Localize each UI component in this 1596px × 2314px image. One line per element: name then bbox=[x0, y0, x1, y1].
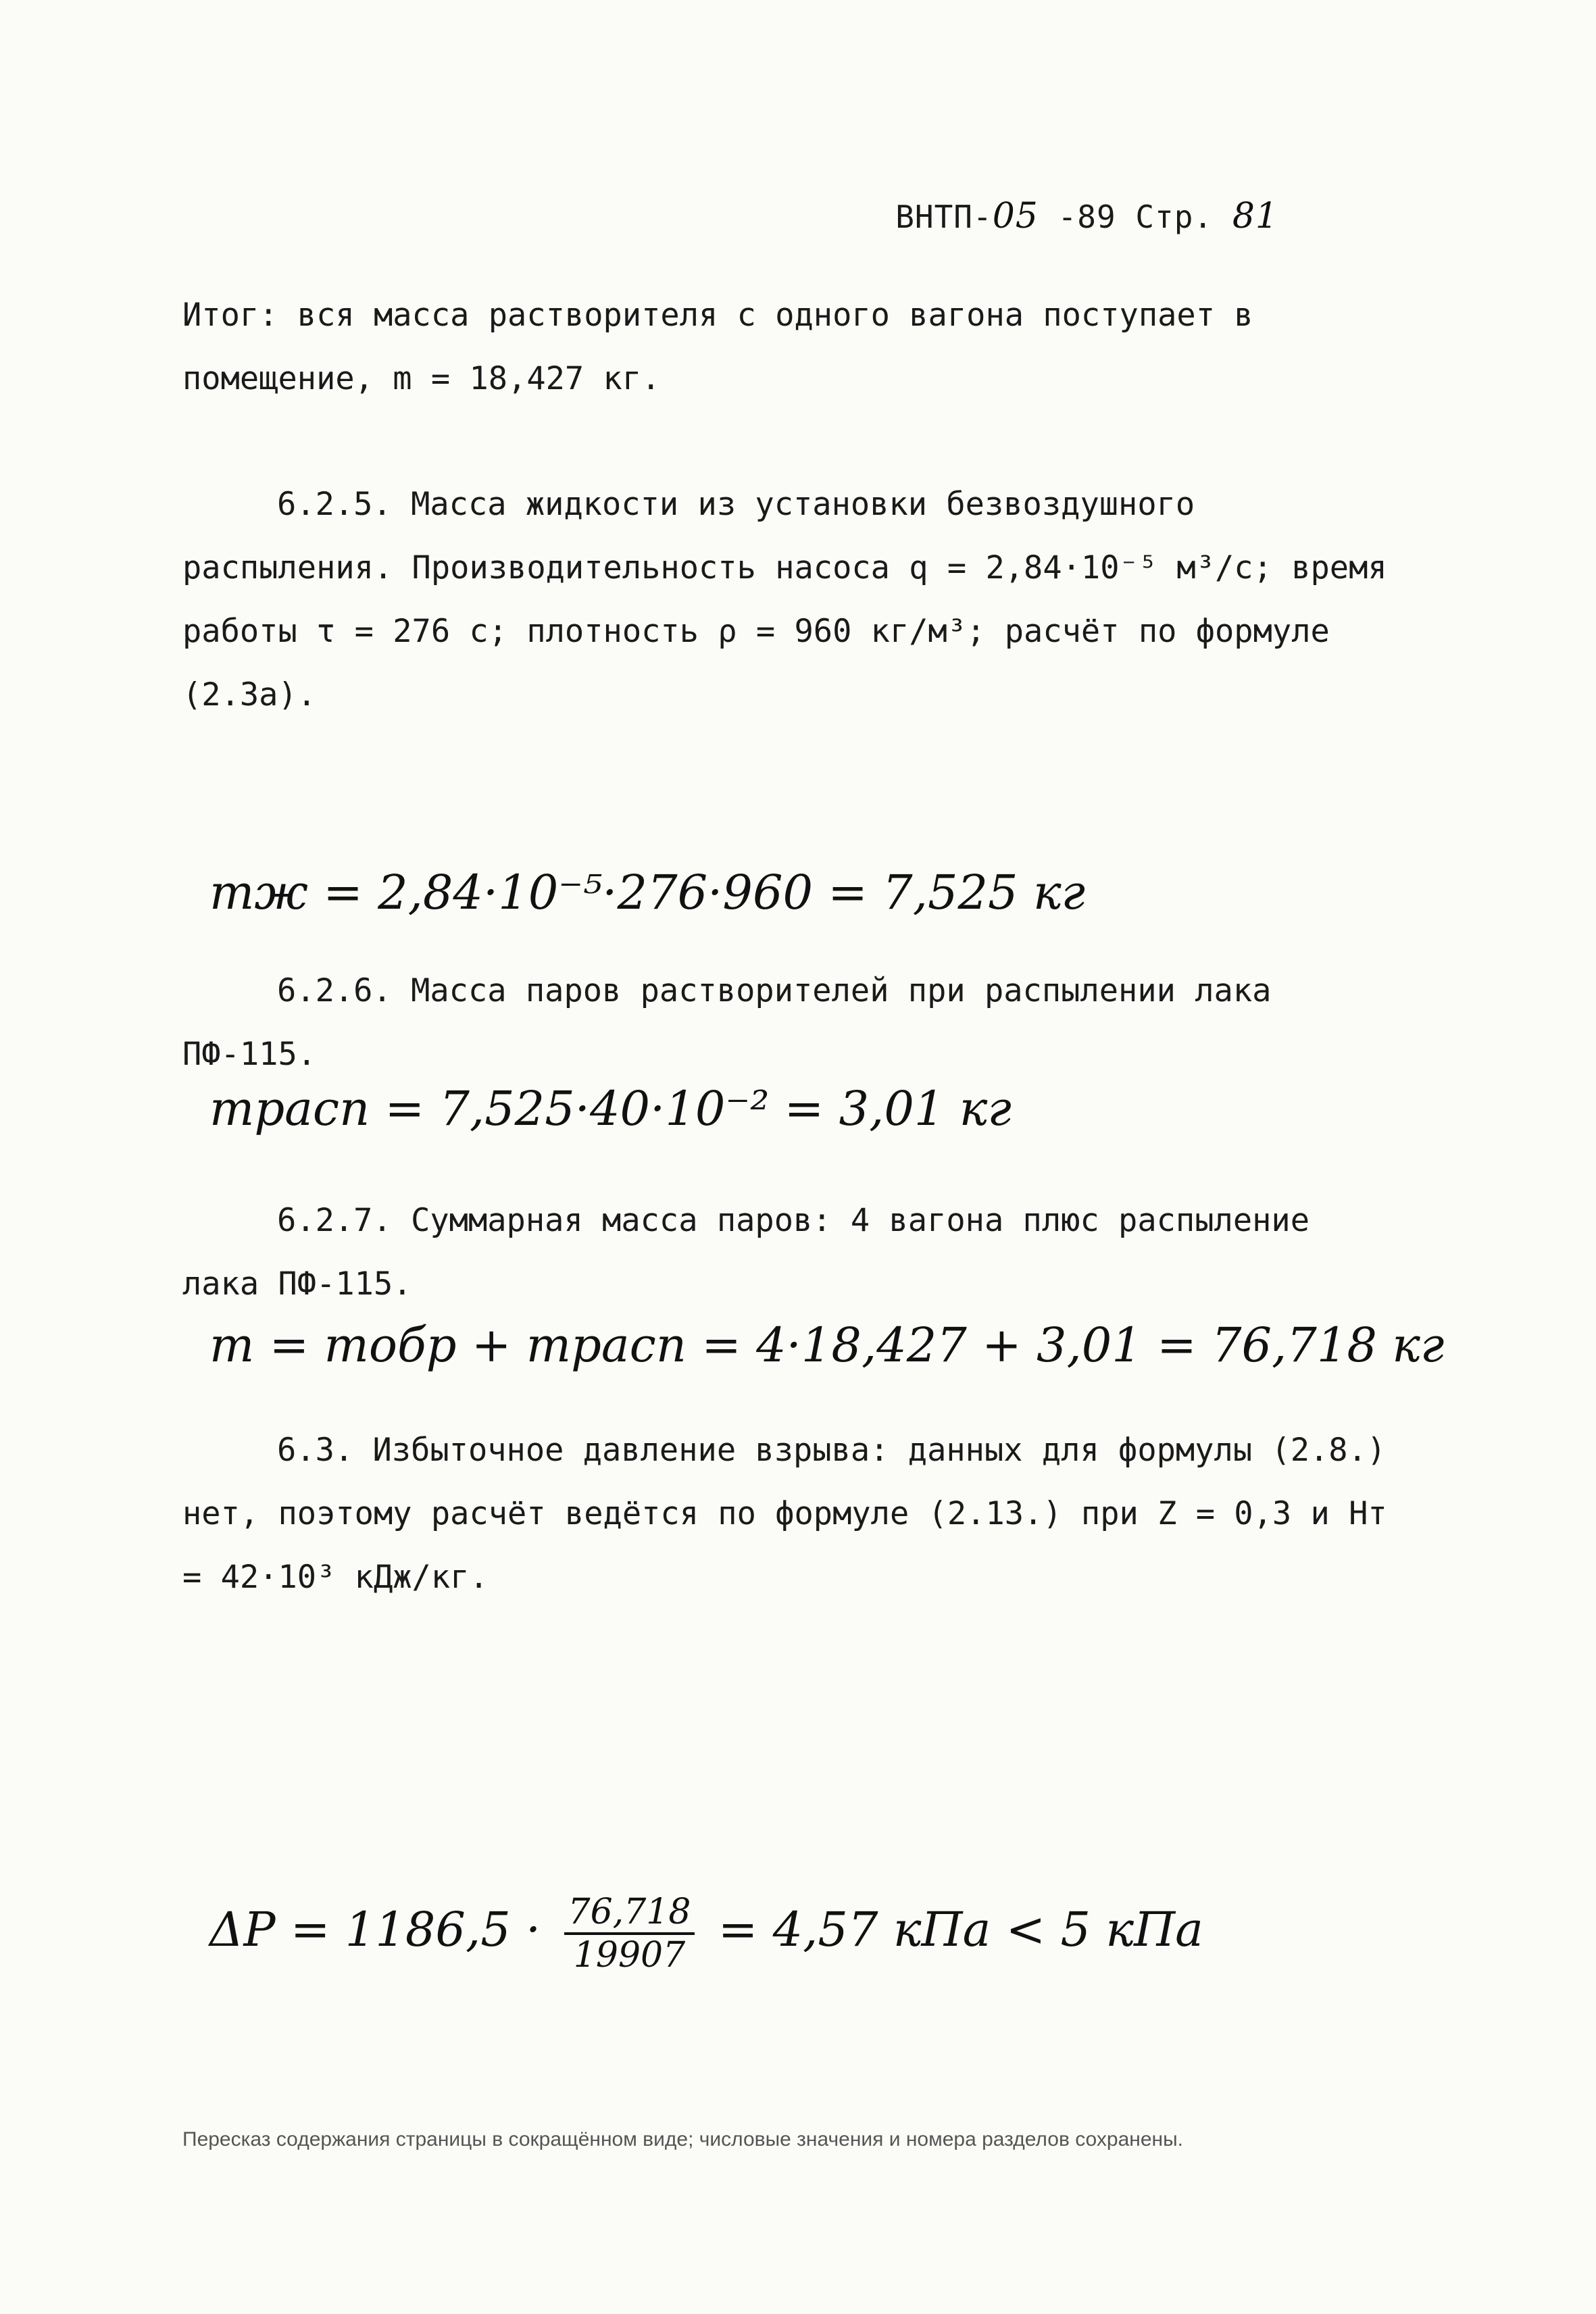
fraction-numerator: 76,718 bbox=[564, 1892, 695, 1935]
doc-number: 05 bbox=[992, 196, 1039, 236]
fraction-denominator: 19907 bbox=[573, 1935, 686, 1976]
section-6-2-7: 6.2.7. Суммарная масса паров: 4 вагона плюс распыление лака ПФ-115. bbox=[182, 1202, 1310, 1303]
page-header bbox=[895, 196, 1278, 236]
formula-total-mass: m = mобр + mрасп = 4·18,427 + 3,01 = 76,718 кг bbox=[209, 1317, 1445, 1373]
pressure-prefix: ΔP = 1186,5 · bbox=[209, 1902, 541, 1957]
pressure-fraction bbox=[564, 1892, 695, 1976]
section-6-2-5: 6.2.5. Масса жидкости из установки безвоздушного распыления. Производительность насоса q = 2,84·10⁻⁵ м³/с; время работы τ = 276 с; плотность ρ = 960 кг/м³; расчёт по формуле (2.3а). bbox=[182, 486, 1387, 713]
doc-year-page-label: -89 Стр. bbox=[1057, 199, 1214, 235]
pressure-result: = 4,57 кПа < 5 кПа bbox=[718, 1902, 1203, 1957]
section-6-2-6: 6.2.6. Масса паров растворителей при распылении лака ПФ-115. bbox=[182, 972, 1272, 1073]
formula-pressure bbox=[209, 1892, 1203, 1976]
paragraph-result: Итог: вся масса растворителя с одного вагона поступает в помещение, m = 18,427 кг. bbox=[182, 297, 1253, 397]
summary-note: Пересказ содержания страницы в сокращённом виде; числовые значения и номера разделов сохранены. bbox=[182, 2128, 1183, 2150]
section-6-3: 6.3. Избыточное давление взрыва: данных для формулы (2.8.) нет, поэтому расчёт ведётся по формуле (2.13.) при Z = 0,3 и Hт = 42·10³ кДж/кг. bbox=[182, 1432, 1387, 1596]
page-number: 81 bbox=[1232, 196, 1278, 236]
formula-spray-mass: mрасп = 7,525·40·10⁻² = 3,01 кг bbox=[209, 1081, 1012, 1136]
formula-liquid-mass: mж = 2,84·10⁻⁵·276·960 = 7,525 кг bbox=[209, 865, 1085, 920]
doc-code: ВНТП- bbox=[895, 199, 993, 235]
